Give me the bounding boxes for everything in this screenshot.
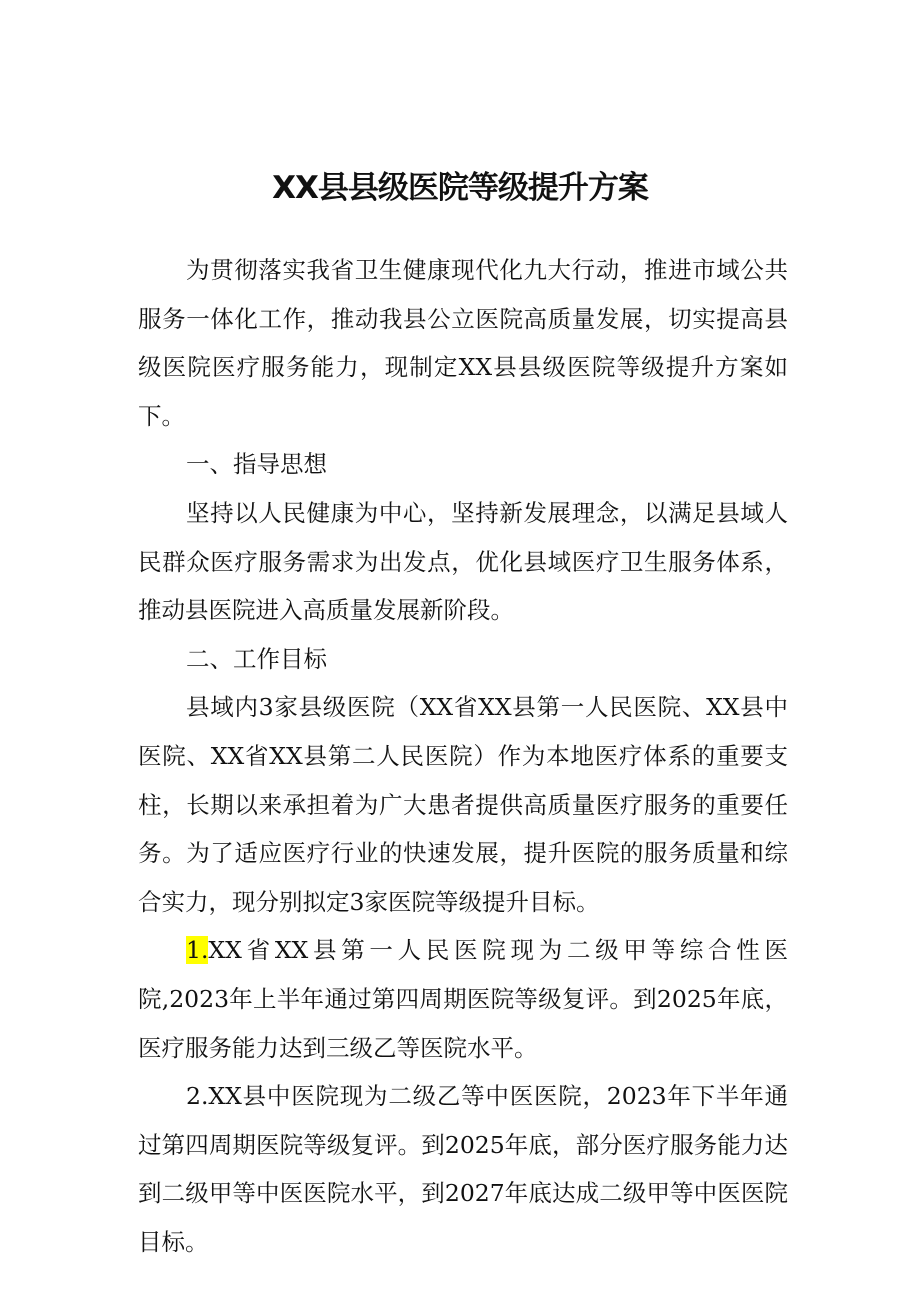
goal-item-2-number: 2 [186,1082,201,1111]
highlighted-item-number: 1. [186,936,209,965]
goal-item-1-text: XX省XX县第一人民医院现为二级甲等综合性医院,2023年上半年通过第四周期医院等级复评。到2025年底，医疗服务能力达到三级乙等医院水平。 [138,936,788,1062]
intro-paragraph: 为贯彻落实我省卫生健康现代化九大行动，推进市域公共服务一体化工作，推动我县公立医院高质量发展，切实提高县级医院医疗服务能力，现制定XX县县级医院等级提升方案如下。 [138,256,788,430]
goal-item-2 [138,1072,788,1266]
section2-heading: 二、工作目标 [186,644,327,673]
section2-paragraph: 县域内3家县级医院（XX省XX县第一人民医院、XX县中医院、XX省XX县第二人民医院）作为本地医疗体系的重要支柱，长期以来承担着为广大患者提供高质量医疗服务的重要任务。为了适应医疗行业的快速发展，提升医院的服务质量和综合实力，现分别拟定3家医院等级提升目标。 [138,693,788,916]
goal-item-1 [138,926,788,1072]
document-body [138,246,788,1266]
section1-heading: 一、指导思想 [186,450,327,479]
document-title: XX县县级医院等级提升方案 [272,170,648,206]
section1-paragraph: 坚持以人民健康为中心，坚持新发展理念，以满足县域人民群众医疗服务需求为出发点，优化县域医疗卫生服务体系，推动县医院进入高质量发展新阶段。 [138,498,788,625]
goal-item-2-text: .XX县中医院现为二级乙等中医医院，2023年下半年通过第四周期医院等级复评。到2025年底，部分医疗服务能力达到二级甲等中医医院水平，到2027年底达成二级甲等中医医院目标。 [138,1082,788,1256]
